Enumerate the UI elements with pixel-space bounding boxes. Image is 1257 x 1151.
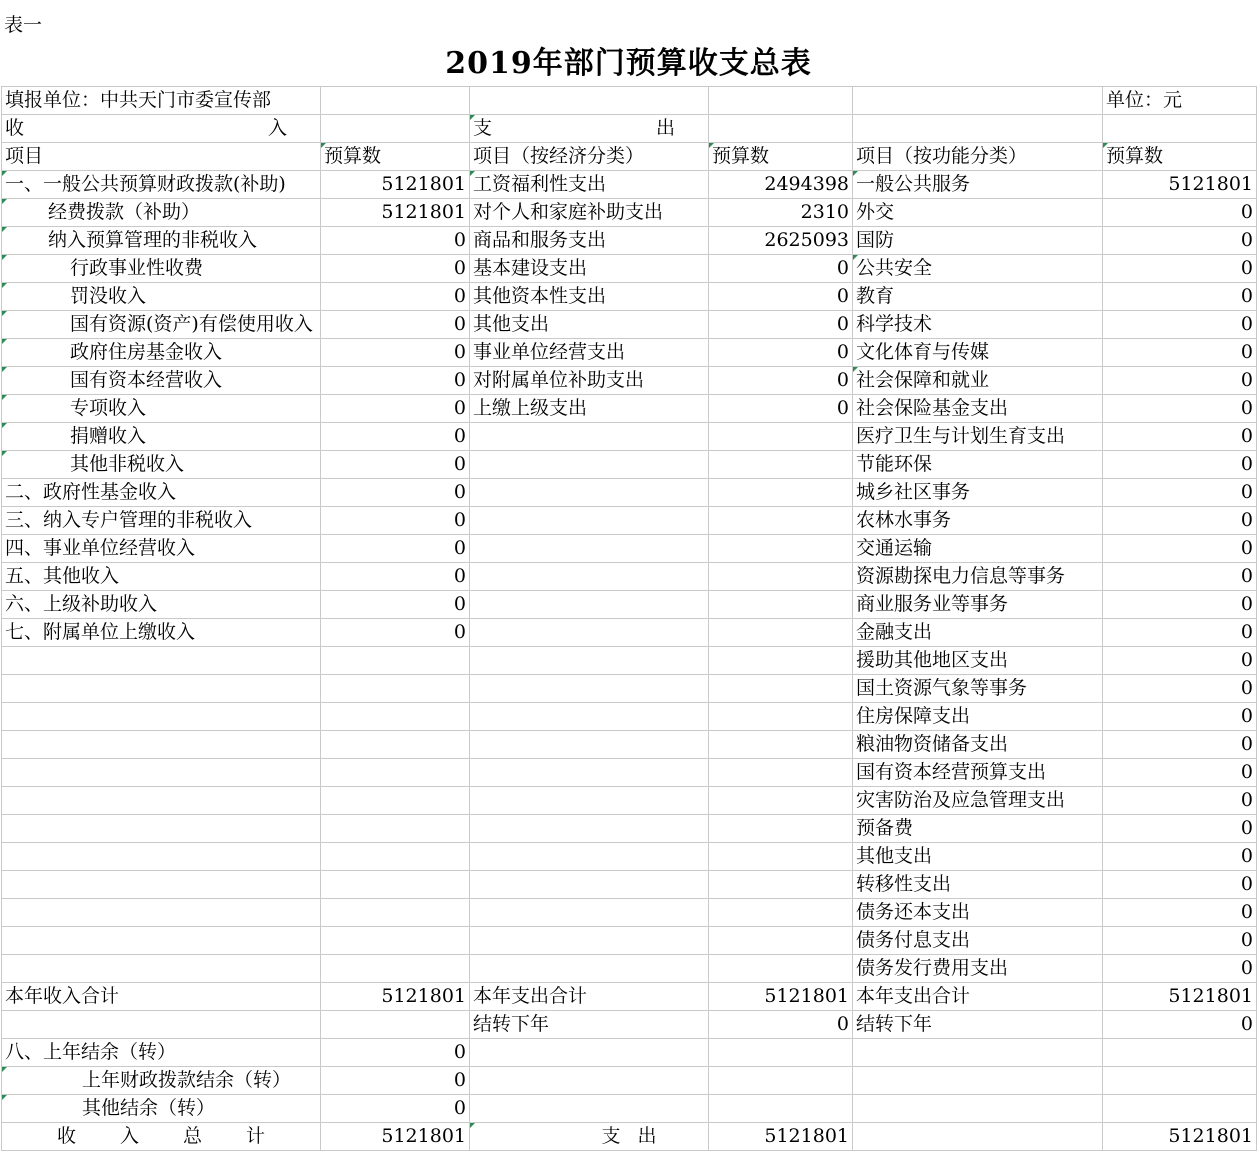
func-value[interactable]: 0 (1103, 591, 1257, 619)
table-row (2, 1011, 1257, 1039)
table-row (2, 955, 1257, 983)
income-header[interactable]: 收 入 (2, 115, 321, 143)
func-item[interactable]: 结转下年 (853, 1011, 1103, 1039)
func-value[interactable]: 0 (1103, 395, 1257, 423)
expense-header[interactable]: 支 出 (470, 115, 709, 143)
table-row (2, 787, 1257, 815)
econ-value[interactable] (709, 899, 853, 927)
econ-value[interactable] (709, 955, 853, 983)
income-item[interactable] (2, 703, 321, 731)
econ-item[interactable] (470, 479, 709, 507)
table-row (2, 675, 1257, 703)
func-value[interactable]: 0 (1103, 871, 1257, 899)
econ-item[interactable]: 结转下年 (470, 1011, 709, 1039)
income-value[interactable]: 5121801 (321, 983, 470, 1011)
table-row (2, 423, 1257, 451)
table-row (2, 619, 1257, 647)
income-item[interactable]: 国有资本经营收入 (2, 367, 321, 395)
income-value[interactable]: 0 (321, 507, 470, 535)
header-func-budget[interactable]: 预算数 (1103, 143, 1257, 171)
table-row (2, 703, 1257, 731)
func-value[interactable]: 0 (1103, 479, 1257, 507)
income-item[interactable]: 五、其他收入 (2, 563, 321, 591)
econ-value[interactable] (709, 451, 853, 479)
income-value[interactable] (321, 731, 470, 759)
income-item[interactable]: 六、上级补助收入 (2, 591, 321, 619)
table-row (2, 759, 1257, 787)
econ-item[interactable] (470, 507, 709, 535)
cell[interactable] (709, 115, 853, 143)
table-row (2, 199, 1257, 227)
econ-item[interactable] (470, 535, 709, 563)
func-value[interactable]: 5121801 (1103, 983, 1257, 1011)
table-row (2, 899, 1257, 927)
func-value[interactable]: 0 (1103, 759, 1257, 787)
table-row (2, 171, 1257, 199)
func-item[interactable]: 农林水事务 (853, 507, 1103, 535)
budget-table (1, 86, 1257, 1151)
income-item[interactable] (2, 759, 321, 787)
func-item[interactable]: 国防 (853, 227, 1103, 255)
func-item[interactable]: 灾害防治及应急管理支出 (853, 787, 1103, 815)
func-value[interactable]: 0 (1103, 423, 1257, 451)
func-value[interactable]: 0 (1103, 927, 1257, 955)
table-row (2, 843, 1257, 871)
econ-value[interactable] (709, 927, 853, 955)
income-value[interactable]: 0 (321, 1039, 470, 1067)
table-row (2, 451, 1257, 479)
income-total-value[interactable]: 5121801 (321, 1123, 470, 1151)
unit-filler[interactable]: 填报单位：中共天门市委宣传部 (2, 87, 321, 115)
func-value[interactable]: 0 (1103, 703, 1257, 731)
income-item[interactable] (2, 731, 321, 759)
func-item[interactable]: 公共安全 (853, 255, 1103, 283)
econ-value[interactable] (709, 703, 853, 731)
econ-item[interactable] (470, 1039, 709, 1067)
cell[interactable] (853, 1123, 1103, 1151)
func-item[interactable]: 粮油物资储备支出 (853, 731, 1103, 759)
func-item[interactable] (853, 1039, 1103, 1067)
income-value[interactable] (321, 871, 470, 899)
table-row (2, 647, 1257, 675)
income-item[interactable] (2, 843, 321, 871)
econ-value[interactable] (709, 479, 853, 507)
header-func-item[interactable]: 项目（按功能分类） (853, 143, 1103, 171)
func-value[interactable]: 5121801 (1103, 171, 1257, 199)
econ-item[interactable]: 工资福利性支出 (470, 171, 709, 199)
cell[interactable] (321, 87, 470, 115)
header-econ-budget[interactable]: 预算数 (709, 143, 853, 171)
income-item[interactable]: 一、一般公共预算财政拨款(补助) (2, 171, 321, 199)
table-row (2, 227, 1257, 255)
income-item[interactable]: 二、政府性基金收入 (2, 479, 321, 507)
income-item[interactable]: 七、附属单位上缴收入 (2, 619, 321, 647)
income-value[interactable]: 0 (321, 311, 470, 339)
table-row (2, 927, 1257, 955)
func-value[interactable] (1103, 1039, 1257, 1067)
table-row (2, 479, 1257, 507)
econ-item[interactable] (470, 1067, 709, 1095)
income-item[interactable] (2, 871, 321, 899)
income-item[interactable]: 三、纳入专户管理的非税收入 (2, 507, 321, 535)
func-item[interactable]: 文化体育与传媒 (853, 339, 1103, 367)
econ-item[interactable] (470, 451, 709, 479)
econ-value[interactable]: 0 (709, 283, 853, 311)
table-row (2, 339, 1257, 367)
expense-total-label[interactable]: 支 出 (470, 1123, 709, 1151)
income-value[interactable] (321, 955, 470, 983)
table-row (2, 1039, 1257, 1067)
unit-label[interactable]: 单位：元 (1103, 87, 1257, 115)
econ-value[interactable] (709, 619, 853, 647)
econ-value[interactable] (709, 1039, 853, 1067)
econ-value[interactable] (709, 647, 853, 675)
econ-item[interactable]: 其他资本性支出 (470, 283, 709, 311)
func-item[interactable]: 债务还本支出 (853, 899, 1103, 927)
func-value[interactable]: 0 (1103, 535, 1257, 563)
income-value[interactable]: 0 (321, 367, 470, 395)
func-item[interactable]: 交通运输 (853, 535, 1103, 563)
econ-value[interactable] (709, 759, 853, 787)
func-value[interactable]: 0 (1103, 1011, 1257, 1039)
econ-value[interactable]: 0 (709, 339, 853, 367)
table-row (2, 535, 1257, 563)
cell[interactable] (321, 115, 470, 143)
econ-item[interactable] (470, 591, 709, 619)
income-item[interactable]: 政府住房基金收入 (2, 339, 321, 367)
income-value[interactable]: 0 (321, 255, 470, 283)
econ-value[interactable]: 0 (709, 1011, 853, 1039)
func-value[interactable]: 0 (1103, 563, 1257, 591)
func-total-value[interactable]: 5121801 (1103, 1123, 1257, 1151)
econ-item[interactable]: 事业单位经营支出 (470, 339, 709, 367)
econ-item[interactable] (470, 815, 709, 843)
func-value[interactable]: 0 (1103, 675, 1257, 703)
table-row (2, 815, 1257, 843)
income-value[interactable]: 0 (321, 479, 470, 507)
income-item[interactable]: 上年财政拨款结余（转） (2, 1067, 321, 1095)
func-item[interactable]: 外交 (853, 199, 1103, 227)
func-value[interactable]: 0 (1103, 311, 1257, 339)
income-value[interactable] (321, 647, 470, 675)
econ-item[interactable]: 商品和服务支出 (470, 227, 709, 255)
econ-item[interactable] (470, 703, 709, 731)
income-item[interactable]: 行政事业性收费 (2, 255, 321, 283)
func-item[interactable]: 其他支出 (853, 843, 1103, 871)
income-value[interactable]: 5121801 (321, 199, 470, 227)
income-item[interactable]: 纳入预算管理的非税收入 (2, 227, 321, 255)
income-item[interactable]: 国有资源(资产)有偿使用收入 (2, 311, 321, 339)
income-value[interactable]: 0 (321, 563, 470, 591)
func-item[interactable]: 科学技术 (853, 311, 1103, 339)
econ-value[interactable] (709, 507, 853, 535)
func-value[interactable]: 0 (1103, 283, 1257, 311)
econ-value[interactable] (709, 591, 853, 619)
cell[interactable] (853, 115, 1103, 143)
econ-item[interactable] (470, 899, 709, 927)
income-value[interactable]: 0 (321, 1067, 470, 1095)
func-value[interactable]: 0 (1103, 899, 1257, 927)
section-header-row (2, 115, 1257, 143)
econ-item[interactable] (470, 675, 709, 703)
income-value[interactable]: 0 (321, 535, 470, 563)
econ-value[interactable] (709, 423, 853, 451)
func-value[interactable]: 0 (1103, 451, 1257, 479)
func-item[interactable]: 资源勘探电力信息等事务 (853, 563, 1103, 591)
func-item[interactable]: 援助其他地区支出 (853, 647, 1103, 675)
func-value[interactable] (1103, 1095, 1257, 1123)
income-item[interactable]: 四、事业单位经营收入 (2, 535, 321, 563)
table-row (2, 871, 1257, 899)
func-value[interactable]: 0 (1103, 255, 1257, 283)
func-item[interactable]: 住房保障支出 (853, 703, 1103, 731)
func-item[interactable]: 城乡社区事务 (853, 479, 1103, 507)
econ-item[interactable] (470, 927, 709, 955)
func-item[interactable] (853, 1067, 1103, 1095)
econ-value[interactable] (709, 675, 853, 703)
econ-item[interactable]: 本年支出合计 (470, 983, 709, 1011)
header-budget[interactable]: 预算数 (321, 143, 470, 171)
func-item[interactable]: 教育 (853, 283, 1103, 311)
table-row (2, 311, 1257, 339)
income-value[interactable] (321, 675, 470, 703)
table-row (2, 255, 1257, 283)
econ-value[interactable]: 0 (709, 255, 853, 283)
func-value[interactable]: 0 (1103, 339, 1257, 367)
income-value[interactable]: 0 (321, 619, 470, 647)
func-value[interactable]: 0 (1103, 227, 1257, 255)
func-item[interactable]: 本年支出合计 (853, 983, 1103, 1011)
income-value[interactable]: 0 (321, 451, 470, 479)
func-item[interactable]: 债务付息支出 (853, 927, 1103, 955)
page-title: 2019年部门预算收支总表 (445, 46, 812, 81)
econ-value[interactable]: 2310 (709, 199, 853, 227)
econ-value[interactable] (709, 843, 853, 871)
func-item[interactable]: 一般公共服务 (853, 171, 1103, 199)
table-row (2, 591, 1257, 619)
econ-value[interactable]: 0 (709, 395, 853, 423)
func-item[interactable]: 转移性支出 (853, 871, 1103, 899)
table-row (2, 1095, 1257, 1123)
econ-value[interactable] (709, 871, 853, 899)
sheet-label: 表一 (4, 14, 43, 36)
func-item[interactable]: 金融支出 (853, 619, 1103, 647)
unit-row (2, 87, 1257, 115)
income-value[interactable]: 0 (321, 1095, 470, 1123)
table-row (2, 983, 1257, 1011)
econ-value[interactable] (709, 535, 853, 563)
income-item[interactable]: 罚没收入 (2, 283, 321, 311)
table-row (2, 1067, 1257, 1095)
func-item[interactable]: 商业服务业等事务 (853, 591, 1103, 619)
econ-item[interactable]: 基本建设支出 (470, 255, 709, 283)
income-item[interactable]: 专项收入 (2, 395, 321, 423)
func-value[interactable]: 0 (1103, 647, 1257, 675)
income-item[interactable]: 经费拨款（补助） (2, 199, 321, 227)
table-row (2, 283, 1257, 311)
income-value[interactable]: 0 (321, 339, 470, 367)
econ-value[interactable] (709, 731, 853, 759)
func-item[interactable]: 节能环保 (853, 451, 1103, 479)
econ-value[interactable] (709, 815, 853, 843)
income-value[interactable] (321, 703, 470, 731)
income-value[interactable]: 0 (321, 283, 470, 311)
table-row (2, 367, 1257, 395)
func-value[interactable]: 0 (1103, 507, 1257, 535)
func-item[interactable]: 国土资源气象等事务 (853, 675, 1103, 703)
income-value[interactable] (321, 899, 470, 927)
func-item[interactable]: 社会保险基金支出 (853, 395, 1103, 423)
econ-item[interactable] (470, 423, 709, 451)
econ-value[interactable]: 0 (709, 311, 853, 339)
income-value[interactable] (321, 759, 470, 787)
header-item[interactable]: 项目 (2, 143, 321, 171)
table-row (2, 563, 1257, 591)
econ-value[interactable]: 5121801 (709, 983, 853, 1011)
func-value[interactable]: 0 (1103, 619, 1257, 647)
econ-value[interactable] (709, 1095, 853, 1123)
income-value[interactable]: 0 (321, 423, 470, 451)
income-item[interactable]: 本年收入合计 (2, 983, 321, 1011)
income-total-label[interactable]: 收 入 总 计 (2, 1123, 321, 1151)
column-header-row (2, 143, 1257, 171)
econ-item[interactable] (470, 787, 709, 815)
econ-item[interactable] (470, 871, 709, 899)
func-value[interactable]: 0 (1103, 199, 1257, 227)
income-item[interactable] (2, 899, 321, 927)
econ-value[interactable]: 0 (709, 367, 853, 395)
income-item[interactable]: 其他非税收入 (2, 451, 321, 479)
econ-value[interactable]: 2494398 (709, 171, 853, 199)
income-item[interactable] (2, 647, 321, 675)
econ-item[interactable]: 其他支出 (470, 311, 709, 339)
income-item[interactable] (2, 927, 321, 955)
income-value[interactable] (321, 787, 470, 815)
income-item[interactable] (2, 955, 321, 983)
table-row (2, 507, 1257, 535)
func-item[interactable] (853, 1095, 1103, 1123)
income-item[interactable]: 捐赠收入 (2, 423, 321, 451)
income-value[interactable]: 5121801 (321, 171, 470, 199)
income-value[interactable] (321, 843, 470, 871)
cell[interactable] (1103, 115, 1257, 143)
econ-item[interactable] (470, 955, 709, 983)
econ-item[interactable] (470, 619, 709, 647)
func-value[interactable]: 0 (1103, 367, 1257, 395)
table-row (2, 731, 1257, 759)
econ-value[interactable] (709, 1067, 853, 1095)
income-value[interactable] (321, 815, 470, 843)
income-item[interactable]: 其他结余（转） (2, 1095, 321, 1123)
income-item[interactable] (2, 815, 321, 843)
income-value[interactable]: 0 (321, 227, 470, 255)
func-value[interactable]: 0 (1103, 815, 1257, 843)
econ-item[interactable]: 上缴上级支出 (470, 395, 709, 423)
econ-item[interactable] (470, 759, 709, 787)
header-econ-item[interactable]: 项目（按经济分类） (470, 143, 709, 171)
income-value[interactable] (321, 1011, 470, 1039)
func-value[interactable]: 0 (1103, 731, 1257, 759)
income-value[interactable]: 0 (321, 395, 470, 423)
econ-item[interactable] (470, 1095, 709, 1123)
func-value[interactable] (1103, 1067, 1257, 1095)
income-item[interactable] (2, 675, 321, 703)
func-item[interactable]: 债务发行费用支出 (853, 955, 1103, 983)
func-item[interactable]: 社会保障和就业 (853, 367, 1103, 395)
econ-value[interactable] (709, 787, 853, 815)
func-item[interactable]: 预备费 (853, 815, 1103, 843)
table-row (2, 395, 1257, 423)
income-item[interactable]: 八、上年结余（转） (2, 1039, 321, 1067)
econ-value[interactable]: 2625093 (709, 227, 853, 255)
income-value[interactable]: 0 (321, 591, 470, 619)
total-row (2, 1123, 1257, 1151)
func-value[interactable]: 0 (1103, 843, 1257, 871)
income-value[interactable] (321, 927, 470, 955)
econ-item[interactable] (470, 843, 709, 871)
econ-value[interactable] (709, 563, 853, 591)
econ-item[interactable]: 对附属单位补助支出 (470, 367, 709, 395)
income-item[interactable] (2, 1011, 321, 1039)
cell[interactable] (470, 87, 709, 115)
func-item[interactable]: 国有资本经营预算支出 (853, 759, 1103, 787)
cell[interactable] (853, 87, 1103, 115)
econ-item[interactable] (470, 731, 709, 759)
func-item[interactable]: 医疗卫生与计划生育支出 (853, 423, 1103, 451)
func-value[interactable]: 0 (1103, 955, 1257, 983)
income-item[interactable] (2, 787, 321, 815)
econ-item[interactable]: 对个人和家庭补助支出 (470, 199, 709, 227)
econ-item[interactable] (470, 647, 709, 675)
expense-total-value[interactable]: 5121801 (709, 1123, 853, 1151)
cell[interactable] (709, 87, 853, 115)
econ-item[interactable] (470, 563, 709, 591)
func-value[interactable]: 0 (1103, 787, 1257, 815)
